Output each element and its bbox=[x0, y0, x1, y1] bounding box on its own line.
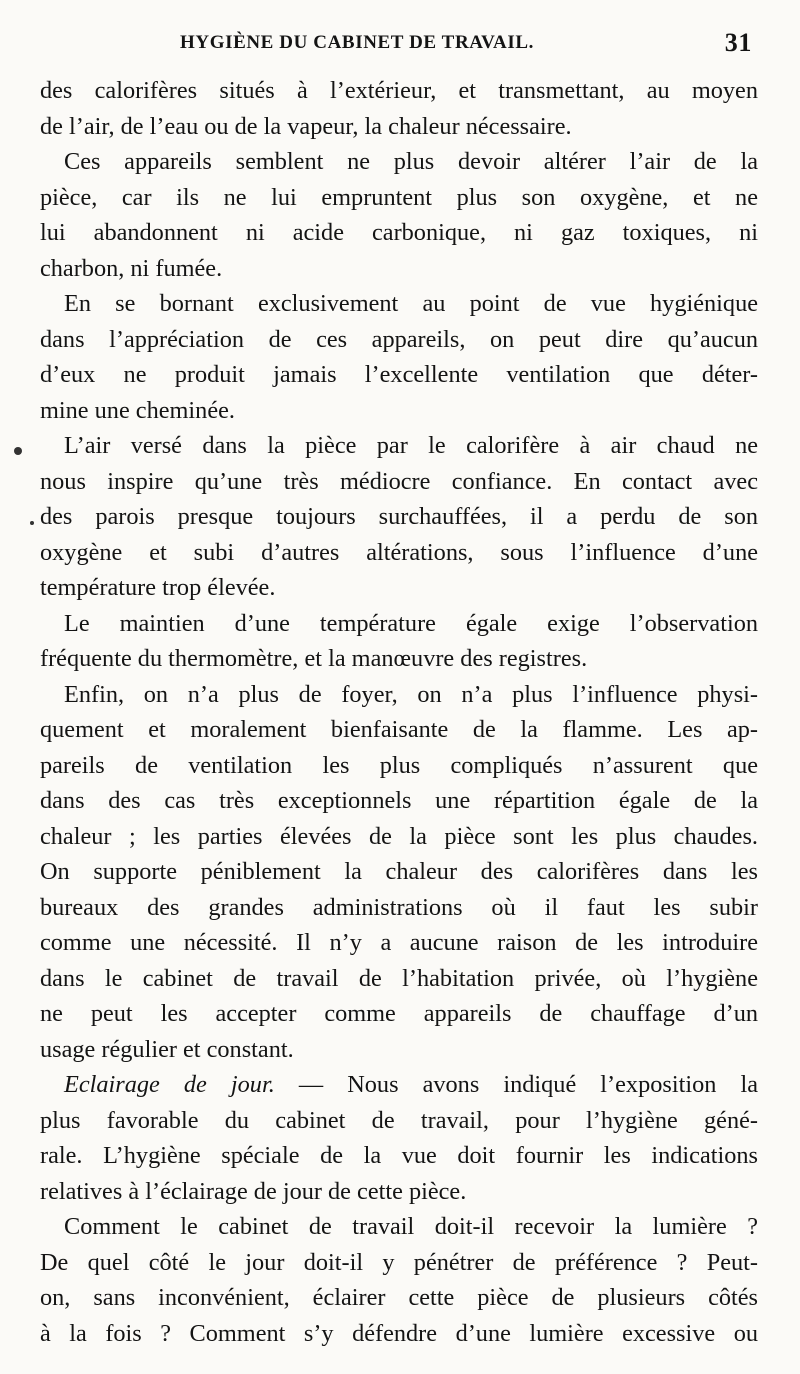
text-line: dans des cas très exceptionnels une répartition égale de la bbox=[40, 787, 758, 814]
text-line: température trop élevée. bbox=[40, 574, 276, 601]
text-line: usage régulier et constant. bbox=[40, 1035, 294, 1063]
text-line: chaleur ; les parties élevées de la pièce sont les plus chaudes. bbox=[40, 822, 758, 850]
text-line: fréquente du thermomètre, et la manœuvre des registres. bbox=[40, 645, 588, 672]
text-line: L’air versé dans la pièce par le calorifère à air chaud ne bbox=[64, 432, 758, 459]
text-line: lui abandonnent ni acide carbonique, ni gaz toxiques, ni bbox=[40, 219, 758, 246]
text-line bbox=[40, 1067, 758, 1103]
text-line: ne peut les accepter comme appareils de chauffage d’un bbox=[40, 1000, 758, 1027]
text-line: Comment le cabinet de travail doit-il recevoir la lumière ? bbox=[64, 1213, 758, 1240]
text-line: Enfin, on n’a plus de foyer, on n’a plus l’influence physi- bbox=[64, 680, 758, 708]
text-line: des parois presque toujours surchauffées, il a perdu de son bbox=[40, 503, 758, 530]
text-line: plus favorable du cabinet de travail, pour l’hygiène géné- bbox=[40, 1106, 758, 1134]
text-line: On supporte péniblement la chaleur des calorifères dans les bbox=[40, 858, 758, 885]
text-line: En se bornant exclusivement au point de vue hygiénique bbox=[64, 290, 758, 317]
text-line: des calorifères situés à l’extérieur, et transmettant, au moyen bbox=[40, 77, 758, 104]
text-line: rale. L’hygiène spéciale de la vue doit fournir les indications bbox=[40, 1142, 758, 1169]
text-line: quement et moralement bienfaisante de la flamme. Les ap- bbox=[40, 716, 758, 743]
paragraph bbox=[40, 677, 758, 1068]
text-line: bureaux des grandes administrations où il faut les subir bbox=[40, 893, 758, 921]
text-line: on, sans inconvénient, éclairer cette pièce de plusieurs côtés bbox=[40, 1284, 758, 1311]
text-line: De quel côté le jour doit-il y pénétrer de préférence ? Peut- bbox=[40, 1248, 758, 1276]
section-heading: Eclairage de jour. bbox=[64, 1071, 275, 1098]
running-title: HYGIÈNE DU CABINET DE TRAVAIL. bbox=[180, 32, 534, 53]
ink-dot-mark bbox=[30, 521, 34, 525]
page-body bbox=[40, 73, 758, 1351]
paragraph bbox=[40, 73, 758, 144]
text-line: à la fois ? Comment s’y défendre d’une lumière excessive ou bbox=[40, 1319, 758, 1347]
paragraph bbox=[40, 286, 758, 428]
text-line: Le maintien d’une température égale exige l’observation bbox=[64, 609, 758, 637]
text-line: Ces appareils semblent ne plus devoir altérer l’air de la bbox=[64, 148, 758, 175]
text-fragment: — Nous avons indiqué l’exposition la bbox=[274, 1071, 758, 1098]
text-line: charbon, ni fumée. bbox=[40, 254, 223, 282]
paragraph bbox=[40, 1067, 758, 1209]
text-line: dans le cabinet de travail de l’habitation privée, où l’hygiène bbox=[40, 964, 758, 992]
text-line: pareils de ventilation les plus compliqués n’assurent que bbox=[40, 751, 758, 779]
text-line: nous inspire qu’une très médiocre confiance. En contact avec bbox=[40, 467, 758, 495]
ink-blot-mark bbox=[14, 447, 22, 455]
text-line: mine une cheminée. bbox=[40, 396, 235, 424]
page-number: 31 bbox=[724, 28, 752, 57]
text-line: pièce, car ils ne lui empruntent plus son oxygène, et ne bbox=[40, 183, 758, 211]
paragraph bbox=[40, 606, 758, 677]
paragraph bbox=[40, 144, 758, 286]
text-line: comme une nécessité. Il n’y a aucune raison de les introduire bbox=[40, 929, 758, 956]
paragraph bbox=[40, 428, 758, 606]
running-header bbox=[40, 28, 752, 62]
text-line: relatives à l’éclairage de jour de cette pièce. bbox=[40, 1177, 467, 1205]
text-line: dans l’appréciation de ces appareils, on peut dire qu’aucun bbox=[40, 325, 758, 353]
paragraph bbox=[40, 1209, 758, 1351]
text-line: d’eux ne produit jamais l’excellente ventilation que déter- bbox=[40, 361, 758, 388]
text-line: de l’air, de l’eau ou de la vapeur, la chaleur nécessaire. bbox=[40, 112, 572, 140]
text-line: oxygène et subi d’autres altérations, sous l’influence d’une bbox=[40, 538, 758, 566]
